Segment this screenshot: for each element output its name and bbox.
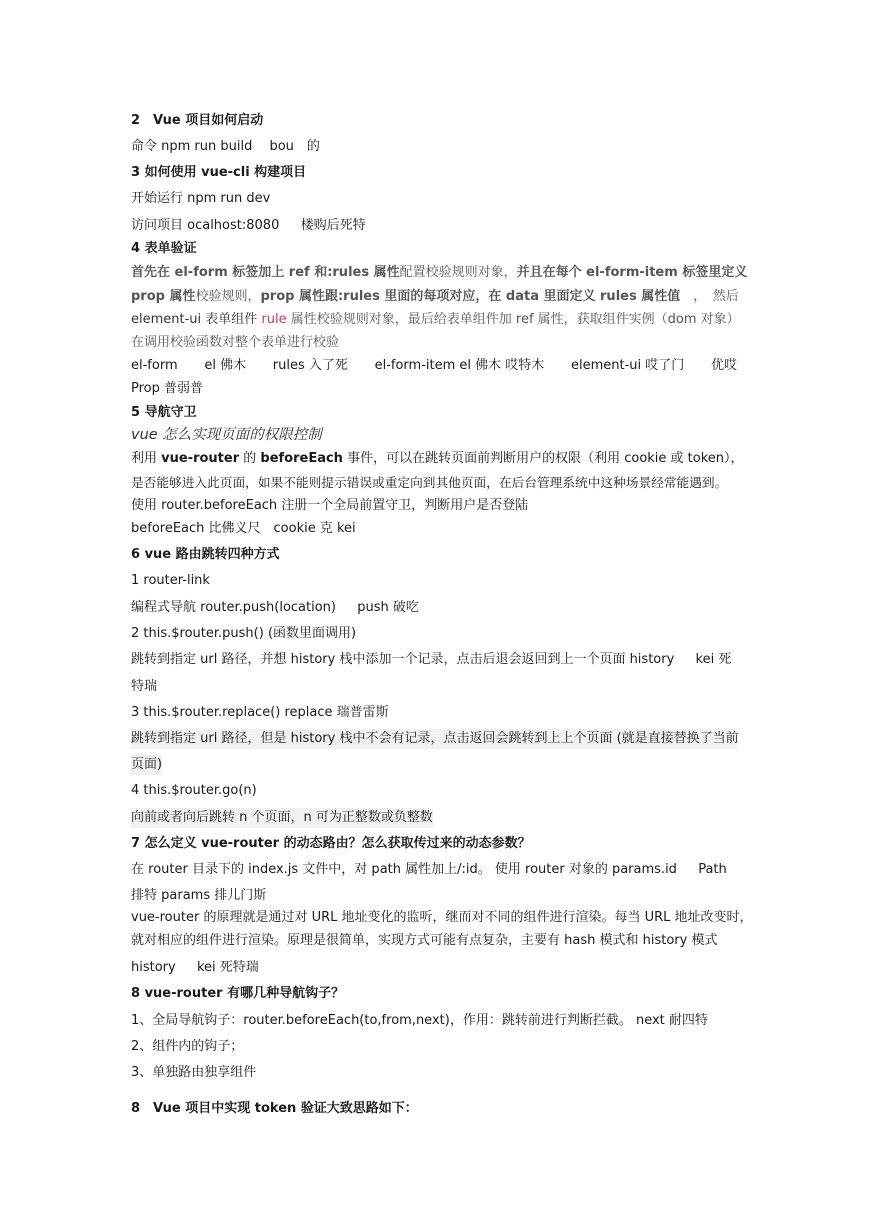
heading-nav-guard: 5 导航守卫 [131,405,197,420]
text-dynamic-p2: 排特 params 排儿门斯 [131,888,267,903]
text-form-p3 [131,310,740,330]
text-guard-p1b: vue-router [161,451,240,466]
text-form-p2c: prop 属性跟:rules 里面的每项对应，在 data 里面定义 rules 属性值 [260,289,681,304]
text-router-go: 4 this.$router.go(n) [131,783,257,798]
text-form-p2a: prop 属性 [131,289,196,304]
heading-nav-hooks: 8 vue-router 有哪几种导航钩子？ [131,986,345,1001]
text-npm-build: 命令 npm run build bou 的 [131,139,320,154]
heading-vue-start: 2 Vue 项目如何启动 [131,113,264,128]
text-router-replace: 3 this.$router.replace() replace 瑞普雷斯 [131,705,389,720]
text-form-p1b: 配置校验规则对象， [399,265,517,280]
text-replace-desc-cont: 页面) [131,755,162,775]
text-guard-p1c: 的 [239,451,261,466]
pron-item: el-form [131,358,178,373]
text-form-p4: 在调用校验函数对整个表单进行校验 [131,335,340,350]
text-hook-component: 2、组件内的钩子； [131,1039,244,1054]
text-prop: Prop 普弱普 [131,381,204,396]
text-guard-p1 [131,449,744,469]
pron-item: rules 入了死 [272,358,348,373]
heading-dynamic-route: 7 怎么定义 vue-router 的动态路由？怎么获取传过来的动态参数？ [131,836,531,851]
text-form-p2b: 校验规则， [195,289,261,304]
heading-vue-cli: 3 如何使用 vue-cli 构建项目 [131,165,307,180]
text-form-p3c: 属性校验规则对象，最后给表单组件加 ref 属性，获取组件实例（dom 对象） [286,312,740,327]
text-go-desc: 向前或者向后跳转 n 个页面，n 可为正整数或负整数 [131,808,433,828]
pron-item: el 佛木 [204,358,247,373]
text-form-p2d: ， 然后 [680,289,739,304]
pron-item: element-ui 哎了门 [570,358,685,373]
heading-token: 8 Vue 项目中实现 token 验证大致思路如下： [131,1101,418,1116]
text-guard-p2: 是否能够进入此页面，如果不能则提示错误或重定向到其他页面，在后台管理系统中这种场景经常能遇到。 [131,475,728,490]
text-router-push-location: 编程式导航 router.push(location) push 破吃 [131,600,419,615]
text-principle-p1: vue-router 的原理就是通过对 URL 地址变化的监听，继而对不同的组件进行渲染。每当 URL 地址改变时， [131,910,753,925]
text-router-link: 1 router-link [131,573,210,588]
text-guard-p3: 使用 router.beforeEach 注册一个全局前置守卫，判断用户是否登陆 [131,498,529,513]
text-principle-p2: 就对相应的组件进行渲染。原理是很简单，实现方式可能有点复杂，主要有 hash 模式和 history 模式 [131,933,718,948]
text-form-rule: rule [261,312,287,327]
heading-form-validation: 4 表单验证 [131,241,197,256]
text-form-p1a: 首先在 el-form 标签加上 ref 和:rules 属性 [131,265,400,280]
text-form-pronunciation [131,356,737,376]
heading-route-jump: 6 vue 路由跳转四种方式 [131,547,280,562]
subheading-permission: vue 怎么实现页面的权限控制 [131,427,322,443]
text-router-push: 2 this.$router.push() (函数里面调用) [131,626,357,641]
text-guard-p1a: 利用 [131,451,162,466]
text-guard-p1d: beforeEach [260,451,343,466]
text-push-desc: 跳转到指定 url 路径，并想 history 栈中添加一个记录，点击后退会返回到上一个页面 history kei 死 [131,652,732,667]
text-hook-global: 1、全局导航钩子：router.beforeEach(to,from,next)，作用：跳转前进行判断拦截。 next 耐四特 [131,1013,708,1028]
text-replace-desc: 跳转到指定 url 路径，但是 history 栈中不会有记录，点击返回会跳转到上上个页面 (就是直接替换了当前 [131,729,737,749]
text-form-p1c: 并且在每个 el-form-item 标签里定义 [516,265,748,280]
text-dynamic-p1: 在 router 目录下的 index.js 文件中，对 path 属性加上/:id。 使用 router 对象的 params.id Path [131,862,727,877]
text-form-p2 [131,287,739,307]
pron-item: el-form-item el 佛木 哎特木 [374,358,545,373]
text-hook-route: 3、单独路由独享组件 [131,1065,257,1080]
text-npm-dev: 开始运行 npm run dev [131,191,271,206]
text-form-p3a: element-ui 表单组件 [131,312,262,327]
text-push-desc-cont: 特瑞 [131,679,158,694]
text-guard-p4: beforeEach 比佛义尺 cookie 克 kei [131,521,356,536]
text-history: history kei 死特瑞 [131,960,259,975]
text-form-p1 [131,263,747,283]
text-localhost: 访问项目 ocalhost:8080 楼购后死特 [131,218,366,233]
pron-item: 优哎 [710,358,737,373]
text-guard-p1e: 事件，可以在跳转页面前判断用户的权限（利用 cookie 或 token）， [342,451,744,466]
